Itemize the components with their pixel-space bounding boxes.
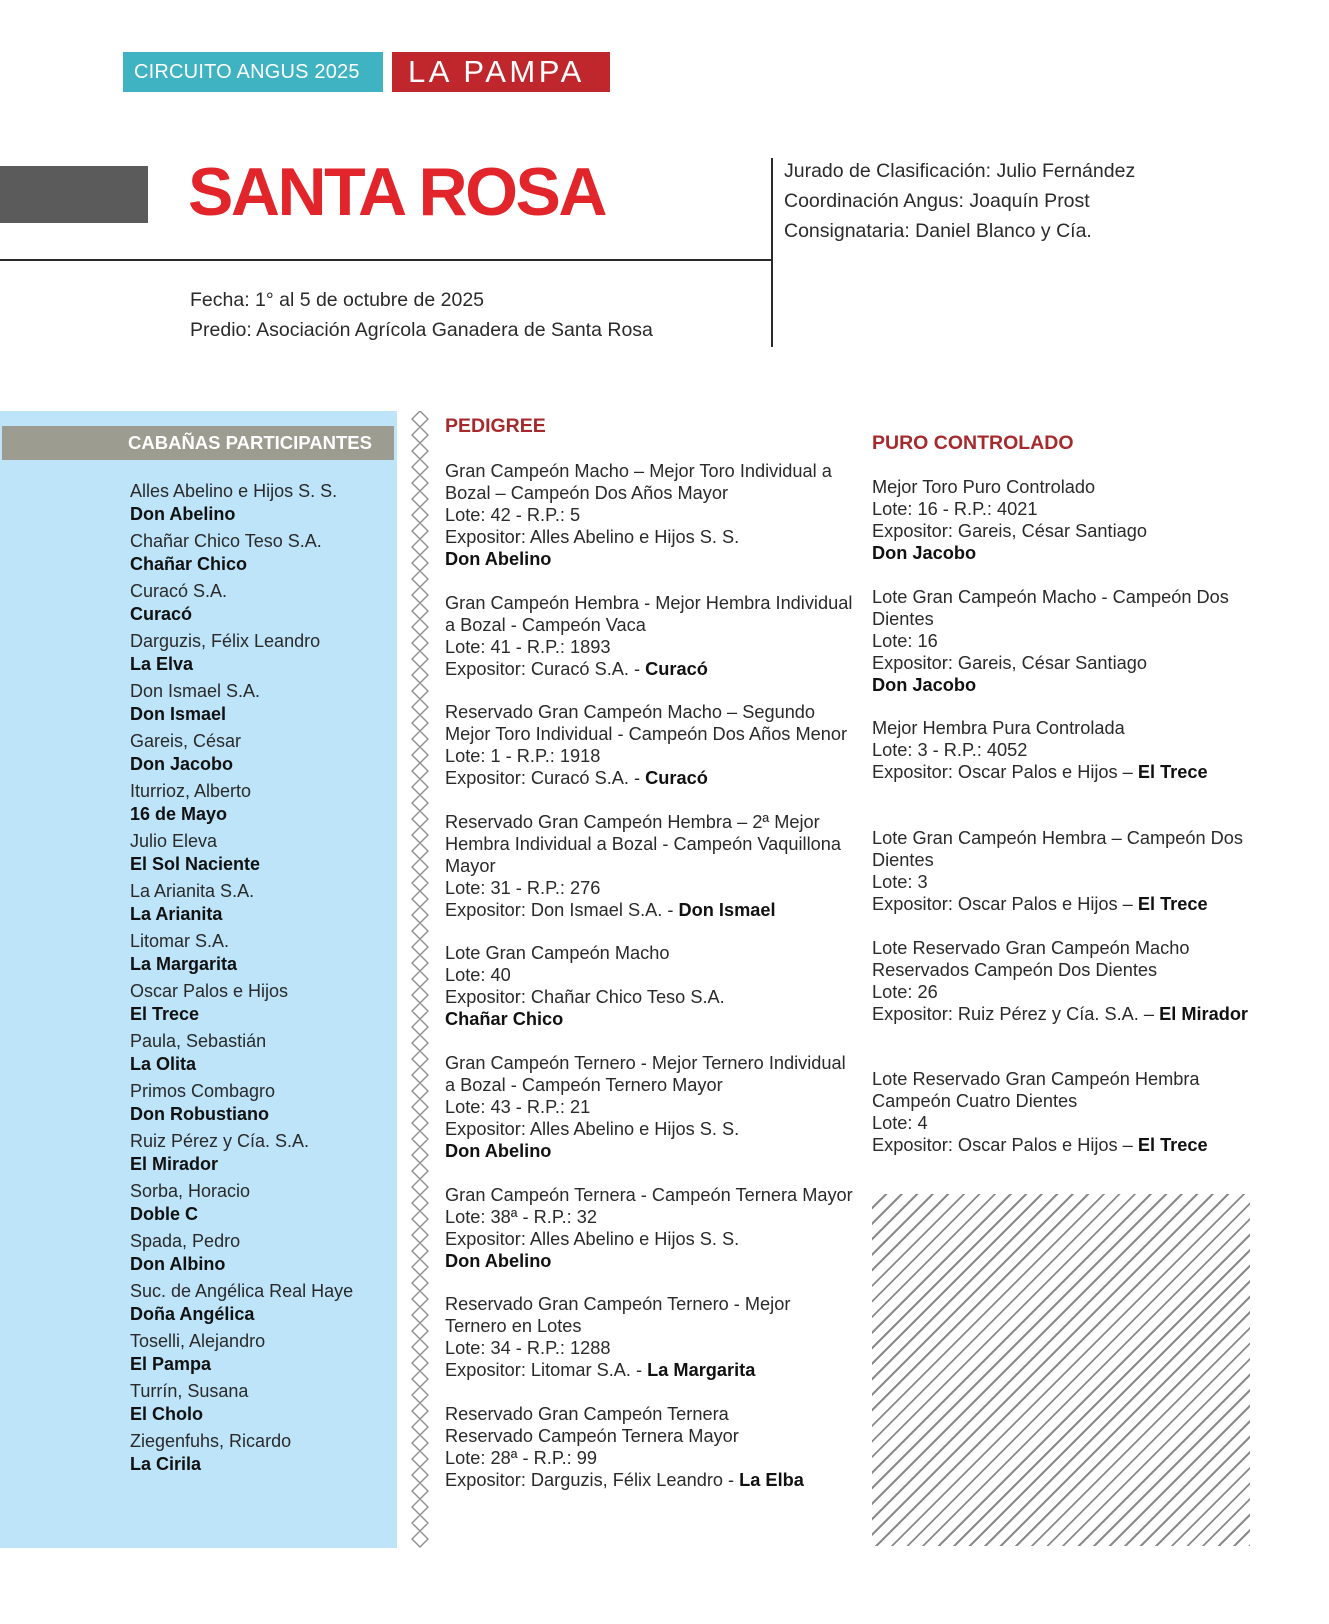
header-vertical-rule [771,158,773,347]
cabana-name: Curacó [130,604,193,624]
award-line: Lote: 16 [872,631,938,651]
diamond-chain [412,411,428,1547]
award-entry [445,942,725,1030]
cabana-owner: Curacó S.A. [130,581,228,601]
cabana-item [130,730,353,780]
cabana-name: El Mirador [130,1154,219,1174]
award-line: Gran Campeón Ternero - Mejor Ternero Individual [445,1053,846,1073]
cabana-owner: Toselli, Alejandro [130,1331,266,1351]
cabana-name: Don Jacobo [872,543,977,563]
cabana-owner: Sorba, Horacio [130,1181,251,1201]
cabana-item [130,980,353,1030]
award-line: Lote Gran Campeón Hembra – Campeón Dos [872,828,1244,848]
cabana-owner: Ziegenfuhs, Ricardo [130,1431,292,1451]
award-line: Mejor Toro Individual - Campeón Dos Años Menor [445,724,848,744]
cabana-name: 16 de Mayo [130,804,228,824]
award-line: Lote: 43 - R.P.: 21 [445,1097,591,1117]
cabana-owner: Gareis, César [130,731,242,751]
jurado-line: Jurado de Clasificación: Julio Fernández [784,160,1136,182]
cabana-item [130,1030,353,1080]
cabana-name: La Arianita [130,904,223,924]
award-line: Campeón Cuatro Dientes [872,1091,1078,1111]
award-line: Lote: 38ª - R.P.: 32 [445,1207,597,1227]
expositor-line [445,899,841,921]
cabana-name: Don Albino [130,1254,226,1274]
expositor-line [445,1359,790,1381]
cabana-name: El Trece [1137,762,1208,782]
cabana-owner: Primos Combagro [130,1081,276,1101]
cabana-name: El Trece [1137,1135,1208,1155]
cabana-name: La Cirila [130,1454,202,1474]
expositor-line [445,1469,804,1491]
circuit-tag: CIRCUITO ANGUS 2025 [123,52,383,92]
expositor-line [445,767,847,789]
award-line: Gran Campeón Macho – Mejor Toro Individual a [445,461,832,481]
expositor-text: Expositor: Litomar S.A. - [445,1360,648,1380]
cabana-item [130,1080,353,1130]
award-entry [445,460,832,570]
award-line: Hembra Individual a Bozal - Campeón Vaquillona [445,834,841,854]
cabana-item [130,1430,353,1480]
award-entry [445,1293,790,1381]
award-entry [872,1068,1208,1156]
cabana-owner: Ruiz Pérez y Cía. S.A. [130,1131,310,1151]
title-accent-block [0,166,148,223]
cabana-name: La Olita [130,1054,197,1074]
cabana-name: Curacó [645,659,708,679]
award-entry [872,586,1229,696]
expositor-text: Expositor: Ruiz Pérez y Cía. S.A. – [872,1004,1160,1024]
award-entry [872,937,1248,1025]
cabana-name: El Mirador [1159,1004,1249,1024]
hatched-panel [872,1194,1250,1546]
expositor-text: Expositor: Curacó S.A. - [445,659,646,679]
cabana-item [130,780,353,830]
award-line: Lote: 3 [872,872,928,892]
award-entry [872,717,1208,783]
cabana-owner: Alles Abelino e Hijos S. S. [130,481,338,501]
cabana-item [130,830,353,880]
award-entry [872,827,1243,915]
staff-credits [784,156,1135,246]
expositor-text: Expositor: Oscar Palos e Hijos – [872,1135,1138,1155]
cabana-item [130,1280,353,1330]
cabana-item [130,1380,353,1430]
cabana-item [130,880,353,930]
expositor-line [445,658,852,680]
cabana-name: Chañar Chico [130,554,248,574]
award-line: Bozal – Campeón Dos Años Mayor [445,483,729,503]
cabana-name: Don Robustiano [130,1104,269,1124]
award-line: Expositor: Gareis, César Santiago [872,653,1147,673]
event-info [190,285,653,345]
cabana-name: Don Jacobo [872,675,977,695]
puro-controlado-section [872,431,1272,1155]
cabana-name: Doña Angélica [130,1304,255,1324]
award-line: Lote: 42 - R.P.: 5 [445,505,581,525]
cabana-item [130,1230,353,1280]
region-tag: LA PAMPA [392,52,610,92]
award-line: Reservado Gran Campeón Ternero - Mejor [445,1294,791,1314]
predio-line: Predio: Asociación Agrícola Ganadera de Santa Rosa [190,319,653,341]
expositor-text: Expositor: Don Ismael S.A. - [445,900,679,920]
sidebar-title: CABAÑAS PARTICIPANTES [2,426,394,460]
award-line: Lote: 26 [872,982,938,1002]
cabana-name: La Elba [739,1470,804,1490]
cabana-owner: Turrín, Susana [130,1381,249,1401]
award-line: Lote: 3 - R.P.: 4052 [872,740,1028,760]
cabana-owner: Chañar Chico Teso S.A. [130,531,322,551]
cabana-owner: Oscar Palos e Hijos [130,981,289,1001]
cabana-owner: Spada, Pedro [130,1231,241,1251]
expositor-line [872,761,1208,783]
award-line: Gran Campeón Hembra - Mejor Hembra Individual [445,593,853,613]
fecha-line: Fecha: 1° al 5 de octubre de 2025 [190,289,485,311]
cabanas-sidebar [0,411,397,1548]
award-line: Lote: 1 - R.P.: 1918 [445,746,601,766]
award-line: Lote: 28ª - R.P.: 99 [445,1448,597,1468]
cabana-name: Don Abelino [130,504,236,524]
award-line: Dientes [872,850,934,870]
award-line: Lote: 16 - R.P.: 4021 [872,499,1038,519]
award-line: Expositor: Alles Abelino e Hijos S. S. [445,1119,740,1139]
award-line: Reservado Campeón Ternera Mayor [445,1426,739,1446]
cabana-name: El Trece [1137,894,1208,914]
award-line: Dientes [872,609,934,629]
award-entry [445,592,852,680]
award-line: Lote: 31 - R.P.: 276 [445,878,601,898]
cabana-name: El Sol Naciente [130,854,261,874]
award-line: Reservado Gran Campeón Macho – Segundo [445,702,816,722]
page-title: SANTA ROSA [188,154,605,230]
award-entry [445,1184,853,1272]
cabana-name: Don Abelino [445,1141,552,1161]
award-line: Mayor [445,856,496,876]
award-line: Reservado Gran Campeón Hembra – 2ª Mejor [445,812,820,832]
award-line: Gran Campeón Ternera - Campeón Ternera Mayor [445,1185,853,1205]
cabana-name: Don Jacobo [130,754,234,774]
cabana-name: La Margarita [130,954,238,974]
award-line: a Bozal - Campeón Ternero Mayor [445,1075,723,1095]
cabana-owner: Suc. de Angélica Real Haye [130,1281,354,1301]
header-rule [0,259,772,261]
pedigree-section [445,414,855,1490]
award-entry [445,1403,804,1491]
award-entry [445,701,847,789]
award-line: Lote: 34 - R.P.: 1288 [445,1338,611,1358]
puro-controlado-title: PURO CONTROLADO [872,432,1074,454]
award-line: Mejor Toro Puro Controlado [872,477,1096,497]
cabana-owner: Litomar S.A. [130,931,230,951]
award-line: Expositor: Alles Abelino e Hijos S. S. [445,527,740,547]
cabana-item [130,580,353,630]
consignataria-line: Consignataria: Daniel Blanco y Cía. [784,220,1092,242]
cabana-item [130,530,353,580]
expositor-text: Expositor: Oscar Palos e Hijos – [872,762,1138,782]
cabana-owner: Darguzis, Félix Leandro [130,631,321,651]
expositor-text: Expositor: Curacó S.A. - [445,768,646,788]
award-line: Lote: 40 [445,965,511,985]
award-line: Lote Reservado Gran Campeón Hembra [872,1069,1200,1089]
award-line: Expositor: Chañar Chico Teso S.A. [445,987,725,1007]
cabana-name: Don Abelino [445,1251,552,1271]
award-entry [445,811,841,921]
cabana-owner: Iturrioz, Alberto [130,781,252,801]
cabana-name: El Trece [130,1004,200,1024]
cabana-name: Don Abelino [445,549,552,569]
cabana-name: Curacó [645,768,708,788]
award-line: Ternero en Lotes [445,1316,582,1336]
cabana-name: El Pampa [130,1354,212,1374]
diamond-divider [411,411,429,1548]
cabana-item [130,680,353,730]
cabana-item [130,1180,353,1230]
cabanas-list [130,480,353,1480]
cabana-item [130,1330,353,1380]
expositor-line [872,1003,1248,1025]
cabana-owner: Paula, Sebastián [130,1031,267,1051]
award-line: Reservados Campeón Dos Dientes [872,960,1158,980]
cabana-name: La Margarita [647,1360,756,1380]
award-line: Lote: 41 - R.P.: 1893 [445,637,611,657]
award-line: Lote Reservado Gran Campeón Macho [872,938,1190,958]
expositor-line [872,893,1243,915]
pedigree-title: PEDIGREE [445,415,546,437]
cabana-name: Doble C [130,1204,199,1224]
award-entry [872,476,1147,564]
expositor-text: Expositor: Darguzis, Félix Leandro - [445,1470,740,1490]
cabana-name: Chañar Chico [445,1009,564,1029]
cabana-name: Don Ismael [678,900,776,920]
expositor-line [872,1134,1208,1156]
award-line: Lote: 4 [872,1113,928,1133]
cabana-item [130,630,353,680]
coordinacion-line: Coordinación Angus: Joaquín Prost [784,190,1090,212]
award-line: Expositor: Alles Abelino e Hijos S. S. [445,1229,740,1249]
award-entry [445,1052,846,1162]
award-line: Lote Gran Campeón Macho - Campeón Dos [872,587,1229,607]
award-line: Expositor: Gareis, César Santiago [872,521,1147,541]
award-line: Reservado Gran Campeón Ternera [445,1404,729,1424]
expositor-text: Expositor: Oscar Palos e Hijos – [872,894,1138,914]
cabana-owner: La Arianita S.A. [130,881,255,901]
cabana-name: La Elva [130,654,194,674]
cabana-item [130,930,353,980]
cabana-owner: Julio Eleva [130,831,218,851]
cabana-name: El Cholo [130,1404,203,1424]
cabana-item [130,1130,353,1180]
cabana-name: Don Ismael [130,704,227,724]
award-line: a Bozal - Campeón Vaca [445,615,646,635]
cabana-owner: Don Ismael S.A. [130,681,261,701]
award-line: Mejor Hembra Pura Controlada [872,718,1125,738]
cabana-item [130,480,353,530]
award-line: Lote Gran Campeón Macho [445,943,670,963]
